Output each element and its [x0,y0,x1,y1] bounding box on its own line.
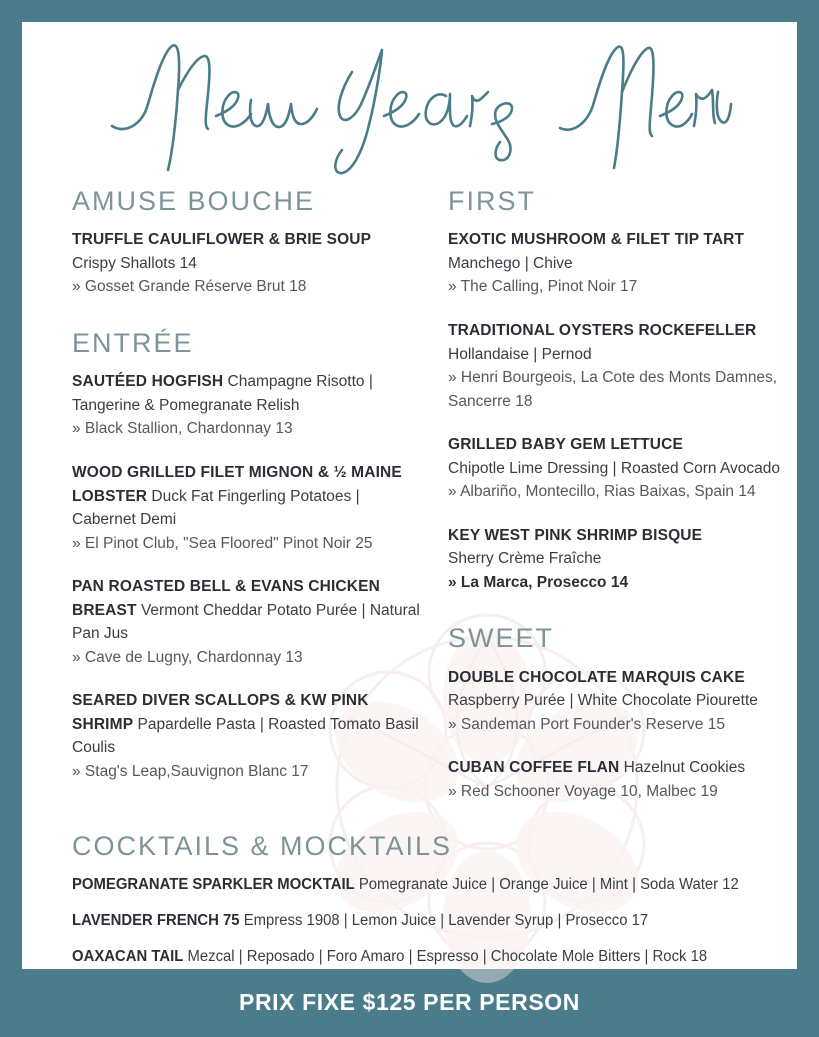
dish-name: EXOTIC MUSHROOM & FILET TIP TART [448,231,745,249]
dish-item [72,228,420,299]
dish-name: WOOD GRILLED FILET MIGNON & ½ MAINE LOBSTER [72,463,402,505]
dish-title-line [448,228,796,252]
dish-description: Duck Fat Fingerling Potatoes | Cabernet Demi [72,487,360,529]
dish-item [72,575,420,669]
dish-item [448,228,796,299]
dish-detail: Crispy Shallots 14 [72,254,197,272]
cocktail-name: OAXACAN TAIL [72,948,184,966]
dish-title-line [72,370,420,417]
dish-pairing: » La Marca, Prosecco 14 [448,573,629,591]
dish-title-line [72,228,420,252]
dish-pairing: » Henri Bourgeois, La Cote des Monts Damnes, Sancerre 18 [448,369,778,410]
dish-name: KEY WEST PINK SHRIMP BISQUE [448,526,703,544]
dish-pairing: » Stag's Leap,Sauvignon Blanc 17 [72,762,309,780]
dish-title-line [72,575,420,646]
section-heading-entree: ENTRÉE [72,327,194,358]
menu-title [54,22,765,187]
dish-name: TRADITIONAL OYSTERS ROCKEFELLER [448,321,757,339]
dish-pairing: » El Pinot Club, "Sea Floored" Pinot Noir 25 [72,534,373,552]
dish-description: Champagne Risotto | Tangerine & Pomegranate Relish [72,373,373,414]
dish-detail: Chipotle Lime Dressing | Roasted Corn Avocado [448,459,781,477]
dish-detail: Hollandaise | Pernod [448,345,592,363]
dish-item [448,433,796,504]
dish-title-line [448,666,796,690]
menu-columns [54,186,781,804]
menu-title-script [90,30,730,180]
dish-name: SAUTÉED HOGFISH [72,373,224,391]
cocktail-description: Pomegranate Juice | Orange Juice | Mint | Soda Water 12 [354,875,739,893]
dish-description: Vermont Cheddar Potato Purée | Natural Pan Jus [72,601,420,643]
section-heading-amuse-bouche: AMUSE BOUCHE [72,186,316,216]
dish-item [72,461,420,555]
dish-title-line [72,461,420,532]
footer-band [22,969,797,1037]
cocktail-description: Empress 1908 | Lemon Juice | Lavender Syrup | Prosecco 17 [239,912,649,930]
dish-item [448,524,796,595]
dish-title-line [448,524,796,548]
dish-pairing: » Sandeman Port Founder's Reserve 15 [448,715,725,733]
dish-item [448,756,796,803]
dish-name: DOUBLE CHOCOLATE MARQUIS CAKE [448,668,745,686]
dish-item [72,689,420,783]
dish-pairing: » Black Stallion, Chardonnay 13 [72,420,293,438]
dish-name: PAN ROASTED BELL & EVANS CHICKEN BREAST [72,578,380,619]
dish-title-line [448,433,796,457]
dish-description: Papardelle Pasta | Roasted Tomato Basil Coulis [72,715,419,757]
cocktails-section [54,804,765,969]
cocktail-item [72,909,720,932]
right-column [448,187,796,804]
section-heading-cocktails: COCKTAILS & MOCKTAILS [72,830,453,861]
dish-pairing: » The Calling, Pinot Noir 17 [448,278,638,296]
cocktail-item [72,873,739,896]
dish-detail: Manchego | Chive [448,254,573,272]
cocktail-item [72,945,720,968]
dish-detail: Sherry Crème Fraîche [448,550,602,568]
dish-title-line [448,319,796,343]
dish-pairing: » Gosset Grande Réserve Brut 18 [72,278,307,296]
section-heading-sweet: SWEET [448,623,555,654]
left-column [72,187,420,804]
dish-name: TRUFFLE CAULIFLOWER & BRIE SOUP [72,231,372,249]
dish-title-line [448,756,796,780]
dish-pairing: » Red Schooner Voyage 10, Malbec 19 [448,782,718,800]
dish-name: GRILLED BABY GEM LETTUCE [448,436,683,454]
dish-name: CUBAN COFFEE FLAN [448,759,620,777]
dish-detail: Raspberry Purée | White Chocolate Piourette [448,692,758,710]
prix-fixe-text: PRIX FIXE $125 PER PERSON [239,989,580,1016]
menu-card [22,22,797,969]
section-heading-first: FIRST [448,186,536,216]
dish-item [72,370,420,441]
dish-title-line [72,689,420,760]
dish-pairing: » Cave de Lugny, Chardonnay 13 [72,648,303,666]
cocktail-description: Mezcal | Reposado | Foro Amaro | Espresso | Chocolate Mole Bitters | Rock 18 [183,948,708,966]
dish-item [448,319,796,413]
cocktail-name: LAVENDER FRENCH 75 [72,912,240,930]
dish-pairing: » Albariño, Montecillo, Rias Baixas, Spain 14 [448,483,756,501]
dish-name: SEARED DIVER SCALLOPS & KW PINK SHRIMP [72,692,369,733]
cocktail-name: POMEGRANATE SPARKLER MOCKTAIL [72,875,355,893]
dish-description: Hazelnut Cookies [619,759,746,777]
dish-item [448,666,796,737]
